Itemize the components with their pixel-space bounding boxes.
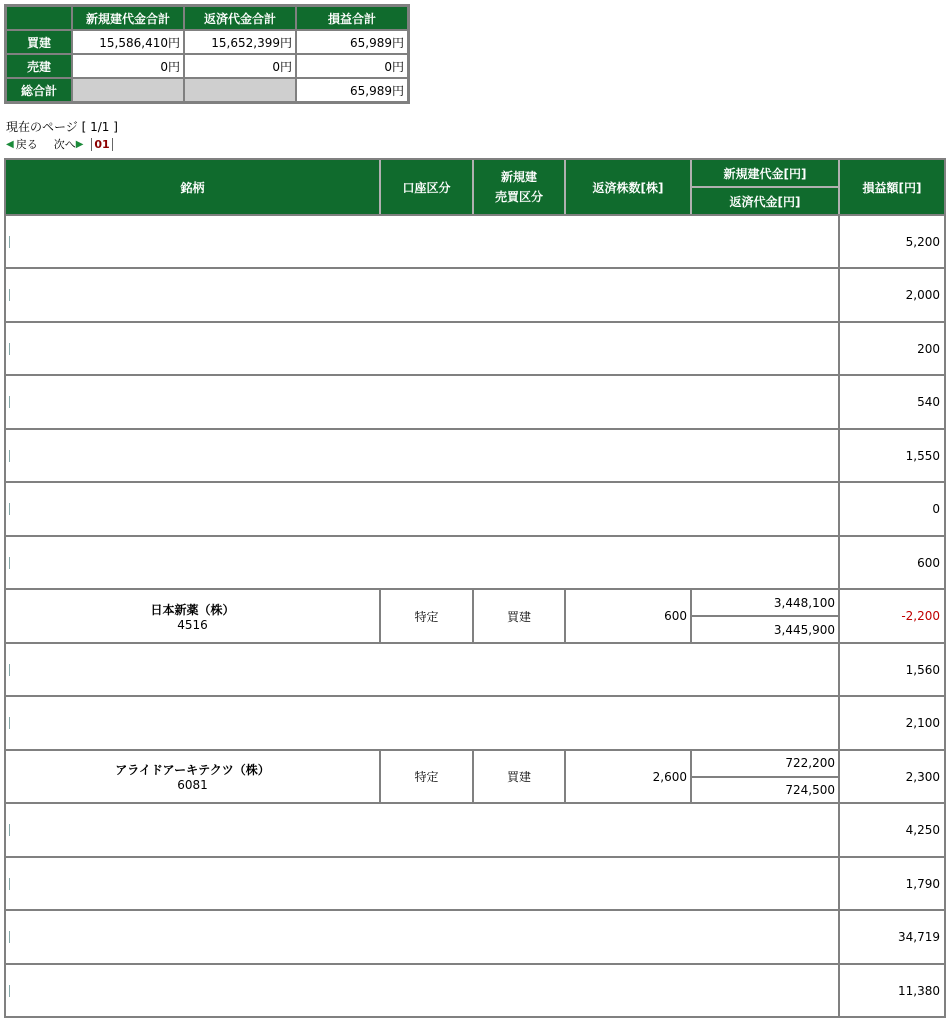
- table-row: [6, 749, 944, 802]
- header-amount-close: 返済代金[円]: [729, 194, 801, 209]
- trade-cell: 買建: [474, 751, 566, 802]
- pl-cell: 0: [932, 502, 940, 516]
- pl-cell: 540: [917, 395, 940, 409]
- row-blank: [6, 216, 840, 267]
- summary-empty-cell: [184, 78, 296, 102]
- header-amount-open: 新規建代金[円]: [692, 160, 838, 188]
- table-row: [6, 481, 944, 535]
- account-cell: 特定: [381, 751, 474, 802]
- page-link-01[interactable]: 01: [91, 138, 112, 151]
- close-amount: 724,500: [785, 782, 835, 797]
- row-blank: [6, 323, 840, 374]
- trade-cell: 買建: [474, 590, 566, 642]
- close-amount: 3,445,900: [773, 622, 835, 637]
- row-blank: [6, 483, 840, 535]
- table-row: [6, 856, 944, 909]
- pl-cell: 2,000: [905, 288, 940, 302]
- pl-cell: 4,250: [905, 823, 940, 837]
- next-link[interactable]: 次へ: [53, 138, 76, 151]
- table-row: [6, 642, 944, 695]
- stock-name: アライドアーキテクツ（株）: [115, 763, 270, 777]
- pl-cell: 2,300: [905, 769, 940, 784]
- summary-cell: 15,652,399円: [184, 30, 296, 54]
- table-row: [6, 214, 944, 267]
- table-row: [6, 267, 944, 321]
- account-cell: 特定: [381, 590, 474, 642]
- row-blank: [6, 376, 840, 428]
- table-header: [6, 160, 944, 214]
- stock-name-cell: [6, 751, 381, 802]
- summary-total-value: 65,989円: [296, 78, 408, 102]
- row-blank: [6, 697, 840, 749]
- pl-cell: 34,719: [898, 930, 940, 944]
- summary-table: [4, 4, 410, 104]
- header-trade: [474, 160, 566, 214]
- table-row: [6, 428, 944, 481]
- qty-cell: 600: [566, 590, 692, 642]
- stock-code: 4516: [177, 617, 208, 632]
- header-pl: 損益額[円]: [862, 180, 922, 195]
- summary-empty-cell: [72, 78, 184, 102]
- row-blank: [6, 537, 840, 588]
- row-blank: [6, 911, 840, 963]
- row-blank: [6, 430, 840, 481]
- pl-cell: 1,550: [905, 448, 940, 463]
- pl-cell: 600: [917, 555, 940, 570]
- header-amount: [692, 160, 840, 214]
- back-link[interactable]: 戻る: [15, 138, 38, 151]
- pl-cell: -2,200: [901, 609, 940, 623]
- open-amount: 3,448,100: [692, 590, 838, 617]
- summary-header-close: 返済代金合計: [184, 6, 296, 30]
- qty-cell: 2,600: [566, 751, 692, 802]
- header-account: 口座区分: [381, 160, 474, 214]
- summary-cell: 65,989円: [296, 30, 408, 54]
- table-row: [6, 909, 944, 963]
- pl-cell: 2,100: [905, 716, 940, 730]
- summary-total-label: 総合計: [6, 78, 72, 102]
- table-row: [6, 535, 944, 588]
- summary-corner: [6, 6, 72, 30]
- summary-cell: 15,586,410円: [72, 30, 184, 54]
- header-qty: 返済株数[株]: [566, 160, 692, 214]
- pagination: [6, 136, 113, 152]
- header-trade-line2: 売買区分: [494, 190, 543, 204]
- pl-cell: 1,560: [905, 662, 940, 677]
- row-blank: [6, 804, 840, 856]
- pl-cell: 1,790: [905, 876, 940, 891]
- header-trade-line1: 新規建: [500, 170, 537, 184]
- summary-row-label: 売建: [6, 54, 72, 78]
- summary-cell: 0円: [184, 54, 296, 78]
- stock-name-cell: [6, 590, 381, 642]
- header-name: 銘柄: [6, 160, 381, 214]
- pl-cell: 5,200: [905, 234, 940, 249]
- pl-cell: 200: [917, 341, 940, 356]
- positions-table: [4, 158, 946, 1018]
- table-row: [6, 321, 944, 374]
- page-indicator: 現在のページ [ 1/1 ]: [6, 120, 118, 134]
- amount-cell: [692, 590, 840, 642]
- back-arrow-icon[interactable]: ◀: [6, 138, 14, 150]
- table-row: [6, 588, 944, 642]
- row-blank: [6, 644, 840, 695]
- open-amount: 722,200: [692, 751, 838, 778]
- row-blank: [6, 858, 840, 909]
- summary-header-pl: 損益合計: [296, 6, 408, 30]
- stock-code: 6081: [177, 778, 208, 792]
- row-blank: [6, 269, 840, 321]
- stock-name: 日本新薬（株）: [150, 602, 235, 617]
- table-row: [6, 963, 944, 1016]
- summary-header-open: 新規建代金合計: [72, 6, 184, 30]
- table-row: [6, 374, 944, 428]
- summary-cell: 0円: [296, 54, 408, 78]
- table-body: [6, 214, 944, 1016]
- pl-cell: 11,380: [898, 983, 940, 998]
- amount-cell: [692, 751, 840, 802]
- row-blank: [6, 965, 840, 1016]
- summary-row-label: 買建: [6, 30, 72, 54]
- table-row: [6, 695, 944, 749]
- table-row: [6, 802, 944, 856]
- next-arrow-icon[interactable]: ▶: [75, 138, 84, 150]
- summary-cell: 0円: [72, 54, 184, 78]
